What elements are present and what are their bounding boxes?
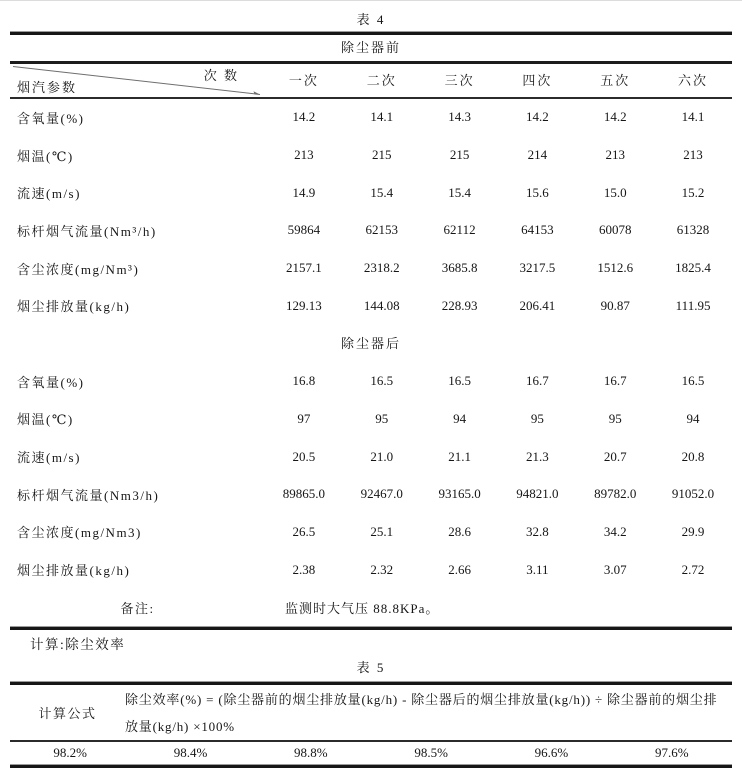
cell-value: 14.3: [448, 109, 471, 125]
cell-value: 94: [686, 410, 700, 426]
formula-row: [10, 685, 732, 740]
cell-value: 1825.4: [675, 260, 711, 276]
cell-value: 3.07: [603, 561, 627, 577]
cell-value: 21.3: [526, 448, 549, 464]
table-row: [10, 212, 732, 250]
formula-text: 除尘效率(%) = (除尘器前的烟尘排放量(kg/h) - 除尘器后的烟尘排放量(kg/h)) ÷ 除尘器前的烟尘排放量(kg/h) ×100%: [125, 691, 718, 734]
corner-cell: [10, 64, 265, 97]
cell-value: 20.5: [292, 448, 316, 464]
cell-value: 2318.2: [363, 260, 400, 276]
cell-value: 2.38: [292, 561, 316, 577]
cell-value: 59864: [287, 222, 321, 238]
cell-value: 29.9: [681, 523, 705, 539]
cell-value: 16.7: [526, 373, 549, 389]
formula-label: 计算公式: [38, 706, 97, 722]
cell-value: 26.5: [292, 523, 316, 539]
cell-value: 20.8: [681, 448, 705, 464]
cell-value: 3.11: [526, 561, 549, 577]
cell-value: 90.87: [600, 297, 630, 313]
cell-value: 15.0: [603, 184, 627, 200]
cell-value: 213: [683, 147, 703, 163]
cell-value: 91052.0: [671, 486, 715, 502]
remark-row: [10, 588, 732, 626]
cell-value: 89782.0: [594, 486, 637, 502]
row-label: 烟尘排放量(kg/h): [17, 563, 131, 579]
table-row: [10, 174, 732, 212]
table-row: [10, 287, 732, 325]
row-label: 流速(m/s): [17, 450, 81, 466]
cell-value: 2.66: [448, 561, 471, 577]
row-label: 流速(m/s): [17, 186, 81, 202]
cell-value: 215: [371, 147, 392, 163]
cell-value: 61328: [676, 222, 710, 238]
table-row: [10, 362, 732, 400]
cell-value: 16.5: [448, 373, 471, 389]
cell-value: 95: [530, 410, 544, 426]
cell-value: 64153: [521, 222, 554, 238]
cell-value: 2157.1: [286, 260, 322, 276]
efficiency-value: 97.6%: [655, 745, 689, 761]
section-header-before: 除尘器前: [340, 40, 401, 55]
cell-value: 14.9: [292, 184, 316, 200]
row-label: 含尘浓度(mg/Nm3): [17, 525, 142, 541]
remark-text: 监测时大气压 88.8KPa。: [285, 600, 440, 616]
cell-value: 129.13: [286, 297, 322, 313]
efficiency-value: 98.5%: [414, 745, 448, 761]
cell-value: 14.1: [370, 109, 394, 125]
table4-title: 表 4: [356, 12, 386, 27]
table-row: [10, 475, 732, 513]
row-label: 含氧量(%): [17, 110, 85, 126]
cell-value: 16.5: [681, 373, 705, 389]
remark-label: 备注:: [120, 600, 155, 616]
cell-value: 16.8: [292, 373, 316, 389]
efficiency-value: 98.8%: [294, 745, 328, 761]
cell-value: 14.2: [526, 109, 549, 125]
cell-value: 95: [375, 410, 389, 426]
cell-value: 89865.0: [282, 486, 326, 502]
row-label: 标杆烟气流量(Nm³/h): [17, 223, 157, 239]
cell-value: 62153: [365, 222, 398, 238]
corner-label-rows: 烟汽参数: [17, 79, 78, 95]
cell-value: 15.2: [681, 184, 705, 200]
row-label: 含尘浓度(mg/Nm³): [17, 261, 140, 277]
cell-value: 111.95: [675, 297, 711, 313]
cell-value: 3685.8: [441, 260, 478, 276]
cell-value: 16.5: [370, 373, 394, 389]
cell-value: 93165.0: [438, 486, 481, 502]
column-header: 六次: [678, 72, 709, 88]
cell-value: 213: [605, 147, 625, 163]
calc-heading: 计算:除尘效率: [30, 637, 126, 653]
efficiency-value: 98.4%: [173, 745, 208, 761]
table-row: [10, 551, 732, 589]
row-label: 含氧量(%): [17, 374, 85, 390]
cell-value: 20.7: [603, 448, 627, 464]
cell-value: 3217.5: [519, 260, 556, 276]
row-label: 烟温(℃): [17, 148, 74, 164]
cell-value: 14.2: [292, 109, 316, 125]
cell-value: 14.1: [681, 109, 705, 125]
column-header: 三次: [444, 72, 475, 88]
column-header: 二次: [366, 72, 397, 88]
cell-value: 15.4: [370, 184, 394, 200]
cell-value: 32.8: [526, 523, 549, 539]
corner-label-columns: 次 数: [203, 67, 239, 83]
cell-value: 228.93: [441, 297, 478, 313]
cell-value: 28.6: [448, 523, 471, 539]
cell-value: 144.08: [363, 297, 400, 313]
cell-value: 62112: [443, 222, 476, 238]
divider: [10, 764, 732, 768]
cell-value: 15.4: [448, 184, 471, 200]
cell-value: 2.72: [681, 561, 705, 577]
table-row: [10, 136, 732, 174]
cell-value: 214: [527, 147, 548, 163]
cell-value: 95: [608, 410, 622, 426]
row-label: 烟尘排放量(kg/h): [17, 299, 131, 315]
cell-value: 94: [453, 410, 467, 426]
cell-value: 92467.0: [360, 486, 403, 502]
cell-value: 206.41: [519, 297, 556, 313]
cell-value: 213: [294, 147, 314, 163]
table-row: [10, 400, 732, 438]
table5-title: 表 5: [356, 660, 386, 676]
efficiency-value: 98.2%: [53, 745, 87, 761]
row-label: 烟温(℃): [17, 412, 74, 428]
cell-value: 34.2: [603, 523, 627, 539]
table-row: [10, 99, 732, 137]
cell-value: 15.6: [526, 184, 549, 200]
cell-value: 16.7: [603, 373, 627, 389]
column-header: 五次: [600, 72, 631, 88]
cell-value: 215: [449, 147, 470, 163]
cell-value: 1512.6: [597, 260, 634, 276]
section-header-after: 除尘器后: [340, 335, 401, 351]
column-header: 四次: [522, 72, 553, 88]
efficiency-value: 96.6%: [534, 745, 569, 761]
table-row: [10, 438, 732, 476]
cell-value: 21.0: [370, 448, 394, 464]
cell-value: 97: [297, 410, 311, 426]
cell-value: 14.2: [603, 109, 627, 125]
cell-value: 21.1: [448, 448, 471, 464]
table4-header-row: [10, 64, 732, 97]
cell-value: 60078: [598, 222, 632, 238]
table-row: [10, 513, 732, 551]
row-label: 标杆烟气流量(Nm3/h): [17, 487, 160, 503]
cell-value: 2.32: [370, 561, 394, 577]
cell-value: 25.1: [370, 523, 394, 539]
column-header: 一次: [288, 72, 319, 88]
efficiency-row: [10, 742, 732, 764]
cell-value: 94821.0: [516, 486, 559, 502]
table-row: [10, 249, 732, 287]
